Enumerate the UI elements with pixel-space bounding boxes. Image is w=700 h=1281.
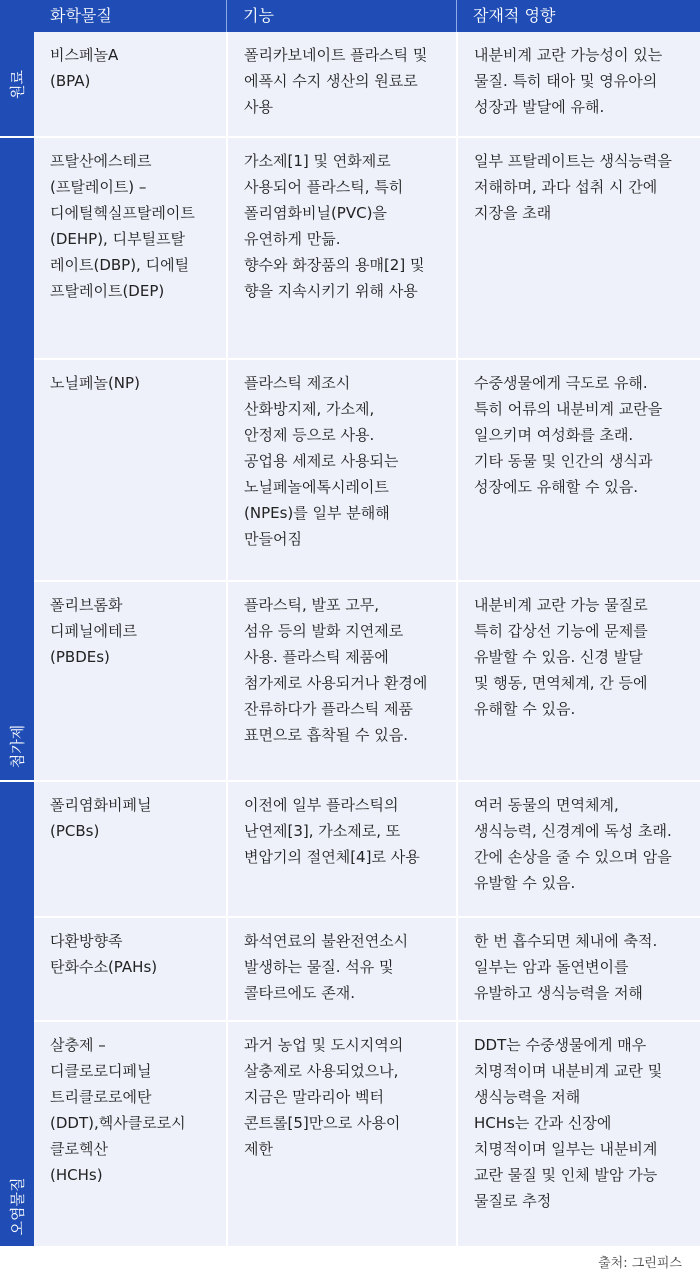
cell-effect: DDT는 수중생물에게 매우 치명적이며 내분비계 교란 및 생식능력을 저해 HCHs는 간과 신장에 치명적이며 일부는 내분비계 교란 물질 및 인체 발암 가능 물질로 추정: [456, 1022, 700, 1246]
table-header: [0, 0, 700, 32]
cell-function: 과거 농업 및 도시지역의 살충제로 사용되었으나, 지금은 말라리아 벡터 콘트롤[5]만으로 사용이 제한: [226, 1022, 456, 1246]
table-row: [34, 582, 700, 782]
cell-effect: 내분비계 교란 가능 물질로 특히 갑상선 기능에 문제를 유발할 수 있음. 신경 발달 및 행동, 면역체계, 간 등에 유해할 수 있음.: [456, 582, 700, 780]
cell-function: 이전에 일부 플라스틱의 난연제[3], 가소제로, 또 변압기의 절연체[4]로 사용: [226, 782, 456, 916]
header-function: 기능: [226, 0, 456, 32]
cell-chemical: 비스페놀A (BPA): [34, 32, 226, 136]
group-raw: [0, 32, 34, 136]
group-raw-label: 원료: [8, 70, 27, 99]
cell-effect: 내분비계 교란 가능성이 있는 물질. 특히 태아 및 영유아의 성장과 발달에 유해.: [456, 32, 700, 136]
table-row: [34, 1022, 700, 1246]
cell-chemical: 살충제 – 디클로로디페닐 트리클로로에탄 (DDT),헥사클로로시 클로헥산 (HCHs): [34, 1022, 226, 1246]
header-chemical: 화학물질: [50, 6, 112, 25]
cell-chemical: 폴리브롬화 디페닐에테르 (PBDEs): [34, 582, 226, 780]
header-effect: 잠재적 영향: [456, 0, 700, 32]
table-row: [34, 360, 700, 582]
group-additive: [0, 138, 34, 780]
table-row: [34, 918, 700, 1022]
cell-function: 플라스틱, 발포 고무, 섬유 등의 발화 지연제로 사용. 플라스틱 제품에 첨가제로 사용되거나 환경에 잔류하다가 플라스틱 제품 표면으로 흡착될 수 있음.: [226, 582, 456, 780]
cell-chemical: 폴리염화비페닐 (PCBs): [34, 782, 226, 916]
group-pollutant: [0, 782, 34, 1246]
cell-effect: 여러 동물의 면역체계, 생식능력, 신경계에 독성 초래. 간에 손상을 줄 수 있으며 암을 유발할 수 있음.: [456, 782, 700, 916]
source-note: 출처: 그린피스: [598, 1256, 682, 1271]
group-pollutant-label: 오염물질: [8, 1177, 27, 1236]
table-row: [34, 32, 700, 138]
header-corner: [0, 0, 34, 32]
table-row: [34, 782, 700, 918]
cell-function: 가소제[1] 및 연화제로 사용되어 플라스틱, 특히 폴리염화비닐(PVC)을 유연하게 만듦. 향수와 화장품의 용매[2] 및 향을 지속시키기 위해 사용: [226, 138, 456, 358]
cell-chemical: 프탈산에스테르 (프탈레이트) – 디에틸헥실프탈레이트 (DEHP), 디부틸프탈 레이트(DBP), 디에틸 프탈레이트(DEP): [34, 138, 226, 358]
table-row: [34, 138, 700, 360]
cell-effect: 한 번 흡수되면 체내에 축적. 일부는 암과 돌연변이를 유발하고 생식능력을 저해: [456, 918, 700, 1020]
group-additive-label: 첨가제: [8, 724, 27, 769]
cell-effect: 일부 프탈레이트는 생식능력을 저해하며, 과다 섭취 시 간에 지장을 초래: [456, 138, 700, 358]
cell-function: 플라스틱 제조시 산화방지제, 가소제, 안정제 등으로 사용. 공업용 세제로 사용되는 노닐페놀에톡시레이트 (NPEs)를 일부 분해해 만들어짐: [226, 360, 456, 580]
cell-chemical: 다환방향족 탄화수소(PAHs): [34, 918, 226, 1020]
cell-chemical: 노닐페놀(NP): [34, 360, 226, 580]
cell-effect: 수중생물에게 극도로 유해. 특히 어류의 내분비계 교란을 일으키며 여성화를 초래. 기타 동물 및 인간의 생식과 성장에도 유해할 수 있음.: [456, 360, 700, 580]
cell-function: 폴리카보네이트 플라스틱 및 에폭시 수지 생산의 원료로 사용: [226, 32, 456, 136]
cell-function: 화석연료의 불완전연소시 발생하는 물질. 석유 및 콜타르에도 존재.: [226, 918, 456, 1020]
